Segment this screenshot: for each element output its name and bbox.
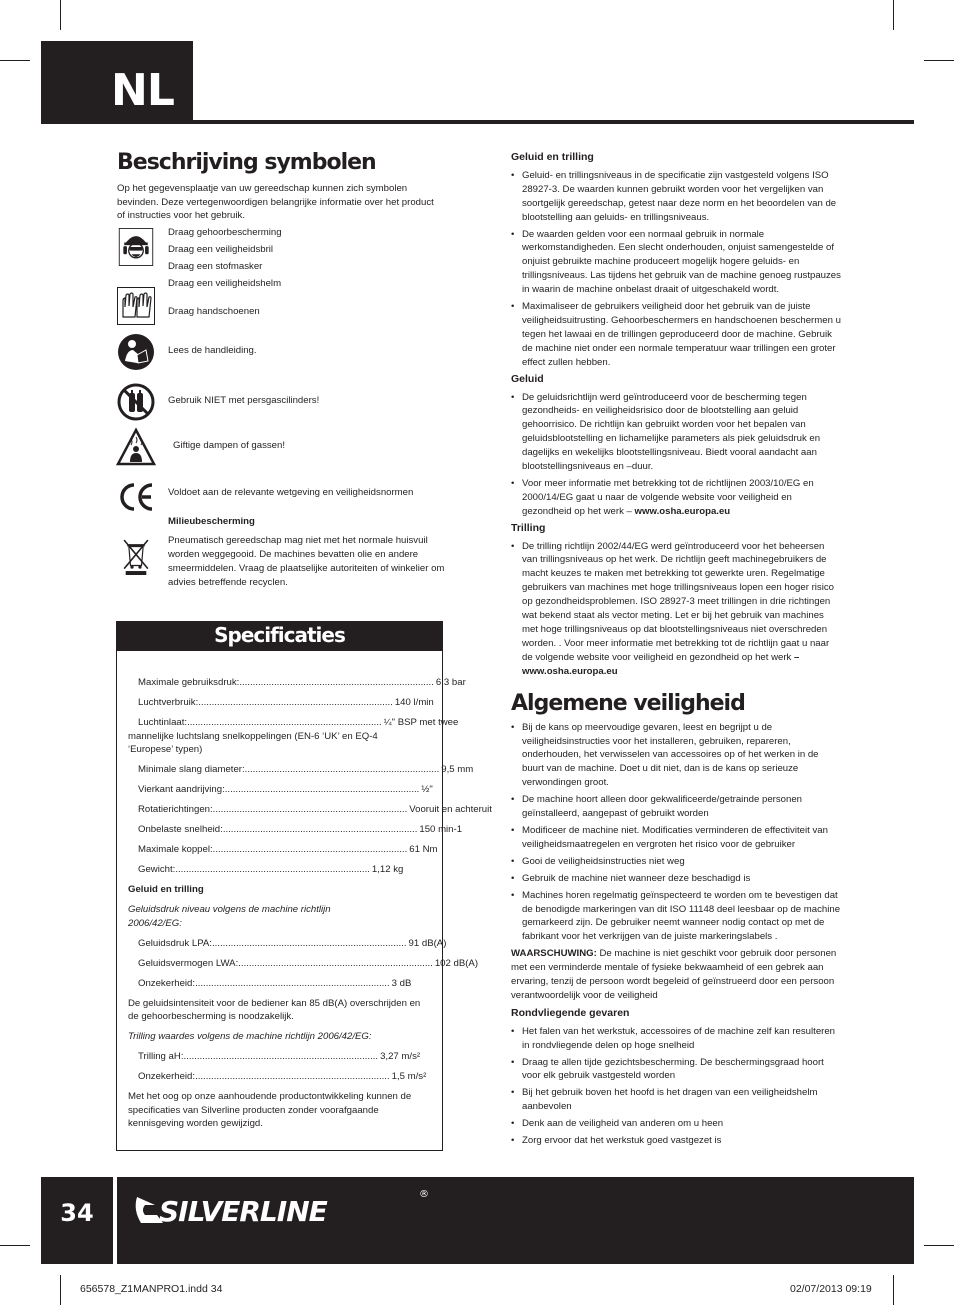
safety-title: Algemene veiligheid xyxy=(511,690,745,716)
footer-bar xyxy=(41,1177,914,1264)
list-item: • Gebruik de machine niet wanneer deze beschadigd is xyxy=(511,872,841,886)
list-item: • Maximaliseer de gebruikers veiligheid door het gebruik van de juiste veiligheidsuitrusting. Gehoorbeschermers en handschoenen beschermen u tegen het lawaai en de trillingen geproduceerd door de machine. Gebruik de machine niet onder een normale temperatuur waar trillingen een groter effect zullen hebben. xyxy=(511,300,841,370)
symbol-gloves xyxy=(117,287,260,325)
crop-mark xyxy=(60,1275,61,1305)
spec-row: Maximale gebruiksdruk: ......................................................................... 6,3 bar xyxy=(138,677,466,688)
symbol-manual xyxy=(117,333,257,371)
symbols-title: Beschrijving symbolen xyxy=(117,150,376,175)
spec-row: Gewicht: ......................................................................... 1,12 kg xyxy=(138,864,404,875)
sound-list xyxy=(511,391,841,519)
ppe-line: Draag een veiligheidsbril xyxy=(168,244,274,255)
vibration-heading: Trilling xyxy=(511,521,546,534)
crop-mark xyxy=(0,1245,30,1246)
ppe-line: Draag gehoorbescherming xyxy=(168,227,282,238)
no-gas-cylinder-icon xyxy=(117,383,155,421)
sound-note: De geluidsintensiteit voor de bediener kan 85 dB(A) overschrijden en de gehoorbescherming is noodzakelijk. xyxy=(128,997,421,1022)
sound-subheading: Geluidsdruk niveau volgens de machine richtlijn 2006/42/EG: xyxy=(128,904,331,929)
list-item: • Modificeer de machine niet. Modificaties verminderen de effectiviteit van veiligheidsmaatregelen en vergroten het risico voor de gebruiker xyxy=(511,824,841,852)
sound-heading: Geluid xyxy=(511,372,544,385)
list-item: • Geluid- en trillingsniveaus in de specificatie zijn vastgesteld volgens ISO 28927-3. De waarden kunnen gebruikt worden voor het vergelijken van soortgelijk gereedschap, getest naar deze norm en het beoordelen van de blootstelling aan geluids- en trillingsniveaus. xyxy=(511,169,841,225)
osha-link[interactable]: – www.osha.europa.eu xyxy=(522,651,800,677)
crop-mark xyxy=(60,0,61,30)
spec-closing: Met het oog op onze aanhoudende productontwikkeling kunnen de specificaties van Silverline producten zonder voorafgaande kennisgeving worden gewijzigd. xyxy=(128,1091,412,1129)
crop-mark xyxy=(924,60,954,61)
toxic-label: Giftige dampen of gassen! xyxy=(173,440,285,451)
list-item: • De machine hoort alleen door gekwalificeerde/getrainde personen geïnstalleerd, aangepast of gebruikt worden xyxy=(511,793,841,821)
list-item: • Zorg ervoor dat het werkstuk goed vastgezet is xyxy=(511,1134,841,1148)
list-item: • Gooi de veiligheidsinstructies niet weg xyxy=(511,855,841,869)
flying-hazards-heading: Rondvliegende gevaren xyxy=(511,1006,630,1019)
symbol-toxic xyxy=(117,428,285,466)
gloves-icon xyxy=(117,287,155,325)
list-item: • Machines horen regelmatig geïnspecteerd te worden om te bevestigen dat de benodigde markeringen van dit ISO 11148 deel leesbaar op de machine gemarkeerd zijn. De gebruiker neemt wanneer nodig contact op met de fabrikant voor het verkrijgen van de juiste markeringslabels . xyxy=(511,889,841,945)
right-column xyxy=(511,151,841,1151)
list-item: • Bij de kans op meervoudige gevaren, leest en begrijpt u de veiligheidsinstructies voor het installeren, gebruiken, repareren, onderhouden, het verwisselen van accessoires op of het werken in de buurt van de machine. Doet u dit niet, dan is de kans op serieuze verwondingen groot. xyxy=(511,721,841,791)
crop-mark xyxy=(924,1245,954,1246)
environment-text: Pneumatisch gereedschap mag niet met het normale huisvuil worden weggegooid. De machines bevatten olie en andere smeermiddelen. Vraag de plaatselijke autoriteiten of winkelier om advies betreffende recyclen. xyxy=(168,535,445,588)
crop-mark xyxy=(893,0,894,30)
list-item: • Voor meer informatie met betrekking tot de richtlijnen 2003/10/EG en 2000/14/EG gaat u naar de volgende website voor veiligheid en gezondheid op het werk – www.osha.europa.eu xyxy=(511,477,841,519)
ppe-line: Draag een stofmasker xyxy=(168,261,263,272)
specifications-title: Specificaties xyxy=(117,622,442,651)
vibration-list xyxy=(511,540,841,679)
svg-text:SILVERLINE: SILVERLINE xyxy=(159,1195,327,1228)
toxic-fumes-icon xyxy=(117,428,155,466)
sound-row: Onzekerheid: ......................................................................... 3 dB xyxy=(138,977,412,989)
list-item: • De trilling richtlijn 2002/44/EG werd geïntroduceerd voor het beheersen van trillingsniveaus op het werk. De richtlijn geeft machinegebruikers de macht keuzes te maken met betrekking tot gewerkte uren. Regelmatige gebruikers van machines met hoge trillingsniveaus lopen een hoger risico op gezondheidsproblemen. ISO 28927-3 meet trillingen in drie richtingen wat bekend staat als vector meting. Let er bij het gebruik van machines met hoge trillingsniveaus op dat blootstellingsniveaus niet overschreden worden. . Voor meer informatie met betrekking tot de richtlijn gaat u naar de volgende website voor veiligheid en gezondheid op het werk – www.osha.europa.eu xyxy=(511,540,841,679)
spec-row: Onbelaste snelheid: ......................................................................... 150 min-1 xyxy=(138,824,463,835)
osha-link[interactable]: www.osha.europa.eu xyxy=(634,505,731,517)
imprint-file: 656578_Z1MANPRO1.indd 34 xyxy=(80,1283,223,1295)
sound-heading: Geluid en trilling xyxy=(128,884,204,895)
ce-mark-icon xyxy=(117,478,155,516)
spec-row: Vierkant aandrijving: ......................................................................... ½" xyxy=(138,784,433,795)
specifications-box xyxy=(116,621,492,1151)
read-manual-icon xyxy=(117,333,155,371)
sound-vibration-list xyxy=(511,169,841,370)
header-rule xyxy=(41,120,914,124)
ppe-line: Draag een veiligheidshelm xyxy=(168,278,282,289)
symbol-environment xyxy=(117,516,445,588)
manual-label: Lees de handleiding. xyxy=(168,345,257,356)
ppe-icon xyxy=(117,228,155,266)
list-item: • Bij het gebruik boven het hoofd is het dragen van een veiligheidshelm aanbevolen xyxy=(511,1086,841,1114)
vibration-subheading: Trilling waardes volgens de machine richtlijn 2006/42/EG: xyxy=(128,1031,372,1042)
flying-hazards-list xyxy=(511,1025,841,1148)
symbol-ppe xyxy=(117,227,282,289)
spec-row: Rotatierichtingen: ......................................................................... Vooruit en achteruit xyxy=(138,804,492,815)
no-cylinders-label: Gebruik NIET met persgascilinders! xyxy=(168,395,320,406)
list-item: • Draag te allen tijde gezichtsbescherming. De beschermingsgraad hoort voor elk gebruik vastgesteld worden xyxy=(511,1056,841,1084)
warning-paragraph: WAARSCHUWING: De machine is niet geschikt voor gebruik door personen met een verminderde mentale of fysieke bekwaamheid of een gebrek aan ervaring, tenzij de persoon wordt begeleid of geïnstrueerd door een persoon verantwoordelijk voor de veiligheid xyxy=(511,948,837,1001)
vibration-row: Trilling aH: ......................................................................... 3,27 m/s² xyxy=(138,1051,421,1062)
weee-bin-icon xyxy=(117,537,155,575)
language-tab: NL xyxy=(41,41,193,123)
vibration-row: Onzekerheid: ......................................................................... 1,5 m/s² xyxy=(138,1071,427,1082)
symbols-section xyxy=(117,150,443,223)
page-number: 34 xyxy=(60,1199,94,1227)
crop-mark xyxy=(893,1275,894,1305)
environment-title: Milieubescherming xyxy=(168,516,255,527)
sound-row: Geluidsdruk LPA: ......................................................................... 91 dB(A) xyxy=(138,937,447,949)
symbols-intro: Op het gegevensplaatje van uw gereedschap kunnen zich symbolen bevinden. Deze vertegenwoordigen belangrijke informatie over het product of instructies voor het gebruik. xyxy=(117,183,434,222)
spec-row: Maximale koppel: ......................................................................... 61 Nm xyxy=(138,844,438,855)
imprint-date: 02/07/2013 09:19 xyxy=(790,1283,872,1295)
list-item: • De geluidsrichtlijn werd geïntroduceerd voor de bescherming tegen gezondheids- en veiligheidsrisico door de blootstelling aan geluid gehoorrisico. De richtlijn kan gebruikt worden voor het bepalen van geluidsblootstelling en lichamelijke parameters als piek geluidsdruk en dagelijks en wekelijks blootstellingsniveau. Biedt vooral aandacht aan blootstellingsniveaus en –duur. xyxy=(511,391,841,474)
list-item: • Het falen van het werkstuk, accessoires of de machine zelf kan resulteren in rondvliegende delen op hoge snelheid xyxy=(511,1025,841,1053)
silverline-logo xyxy=(133,1185,433,1235)
symbol-no-cylinders xyxy=(117,383,320,421)
spec-row: Luchtinlaat: ......................................................................... ¼" BSP met twee mannelijke luchtslang snelkoppelingen (EN-6 ‘UK’ en EQ-4 ‘Europese’ typen) xyxy=(128,717,459,755)
crop-mark xyxy=(0,60,30,61)
spec-row: Minimale slang diameter: ......................................................................... 9,5 mm xyxy=(138,764,474,775)
gloves-label: Draag handschoenen xyxy=(168,306,260,317)
safety-list xyxy=(511,721,841,945)
sound-vibration-heading: Geluid en trilling xyxy=(511,151,594,163)
list-item: • Denk aan de veiligheid van anderen om u heen xyxy=(511,1117,841,1131)
svg-text:®: ® xyxy=(419,1189,429,1200)
symbol-ce xyxy=(117,478,414,516)
list-item: • De waarden gelden voor een normaal gebruik in normale werkomstandigheden. Een slecht onderhouden, onjuist samengestelde of onjuist gebruikte machine produceert mogelijk hogere geluids- en trillingsniveaus. Las tijdens het gebruik van de machine genoeg rustpauzes in waarin de machine onbelast draait of uitgeschakeld wordt. xyxy=(511,228,841,298)
spec-row: Luchtverbruik: ......................................................................... 140 l/min xyxy=(138,697,434,708)
ce-label: Voldoet aan de relevante wetgeving en veiligheidsnormen xyxy=(168,487,414,498)
footer-divider xyxy=(113,1177,117,1264)
sound-row: Geluidsvermogen LWA: ......................................................................... 102 dB(A) xyxy=(138,957,479,969)
